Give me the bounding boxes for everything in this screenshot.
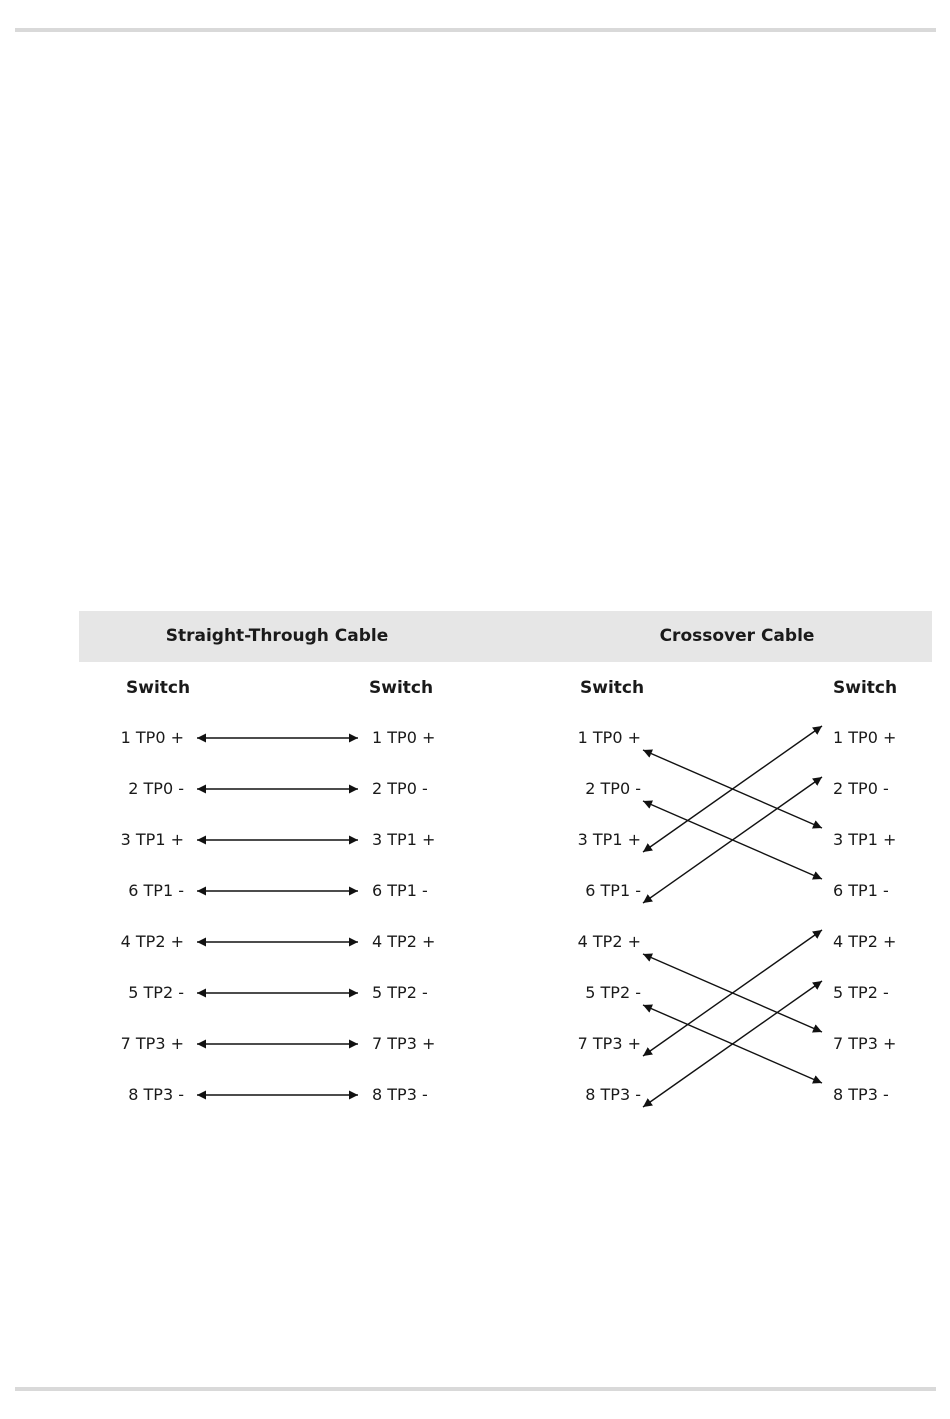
crossover-left-pin: 4 TP2 + (577, 932, 641, 951)
straight-right-pin: 3 TP1 + (372, 830, 436, 849)
crossover-left-pin: 2 TP0 - (585, 779, 641, 798)
straight-through-title: Straight-Through Cable (165, 626, 389, 646)
crossover-right-pin: 4 TP2 + (833, 932, 897, 951)
straight-left-header: Switch (126, 678, 191, 698)
crossover-left-pin: 7 TP3 + (577, 1034, 641, 1053)
straight-left-pin: 1 TP0 + (120, 728, 184, 747)
straight-left-pin: 4 TP2 + (120, 932, 184, 951)
straight-right-pin: 2 TP0 - (372, 779, 428, 798)
crossover-left-pin: 6 TP1 - (585, 881, 641, 900)
straight-left-pin: 8 TP3 - (128, 1085, 184, 1104)
bottom-rule (15, 1387, 936, 1391)
crossover-right-pin: 5 TP2 - (833, 983, 889, 1002)
straight-left-pin: 2 TP0 - (128, 779, 184, 798)
straight-right-pin: 1 TP0 + (372, 728, 436, 747)
crossover-title: Crossover Cable (659, 626, 815, 646)
crossover-right-pin: 2 TP0 - (833, 779, 889, 798)
crossover-left-pin: 8 TP3 - (585, 1085, 641, 1104)
crossover-left-pin: 3 TP1 + (577, 830, 641, 849)
straight-left-pin: 5 TP2 - (128, 983, 184, 1002)
straight-right-pin: 6 TP1 - (372, 881, 428, 900)
crossover-right-pin: 6 TP1 - (833, 881, 889, 900)
crossover-wire (643, 930, 822, 1056)
crossover-left-header: Switch (580, 678, 645, 698)
crossover-right-pin: 7 TP3 + (833, 1034, 897, 1053)
straight-left-pin: 7 TP3 + (120, 1034, 184, 1053)
crossover-right-pin: 8 TP3 - (833, 1085, 889, 1104)
crossover-right-pin: 3 TP1 + (833, 830, 897, 849)
straight-right-pin: 8 TP3 - (372, 1085, 428, 1104)
straight-right-header: Switch (369, 678, 434, 698)
crossover-wire (643, 726, 822, 852)
straight-left-pin: 3 TP1 + (120, 830, 184, 849)
crossover-wire (643, 981, 822, 1107)
crossover-right-pin: 1 TP0 + (833, 728, 897, 747)
straight-left-pin: 6 TP1 - (128, 881, 184, 900)
crossover-left-pin: 1 TP0 + (577, 728, 641, 747)
straight-right-pin: 4 TP2 + (372, 932, 436, 951)
straight-right-pin: 5 TP2 - (372, 983, 428, 1002)
straight-right-pin: 7 TP3 + (372, 1034, 436, 1053)
crossover-wire (643, 777, 822, 903)
crossover-right-header: Switch (833, 678, 898, 698)
crossover-left-pin: 5 TP2 - (585, 983, 641, 1002)
